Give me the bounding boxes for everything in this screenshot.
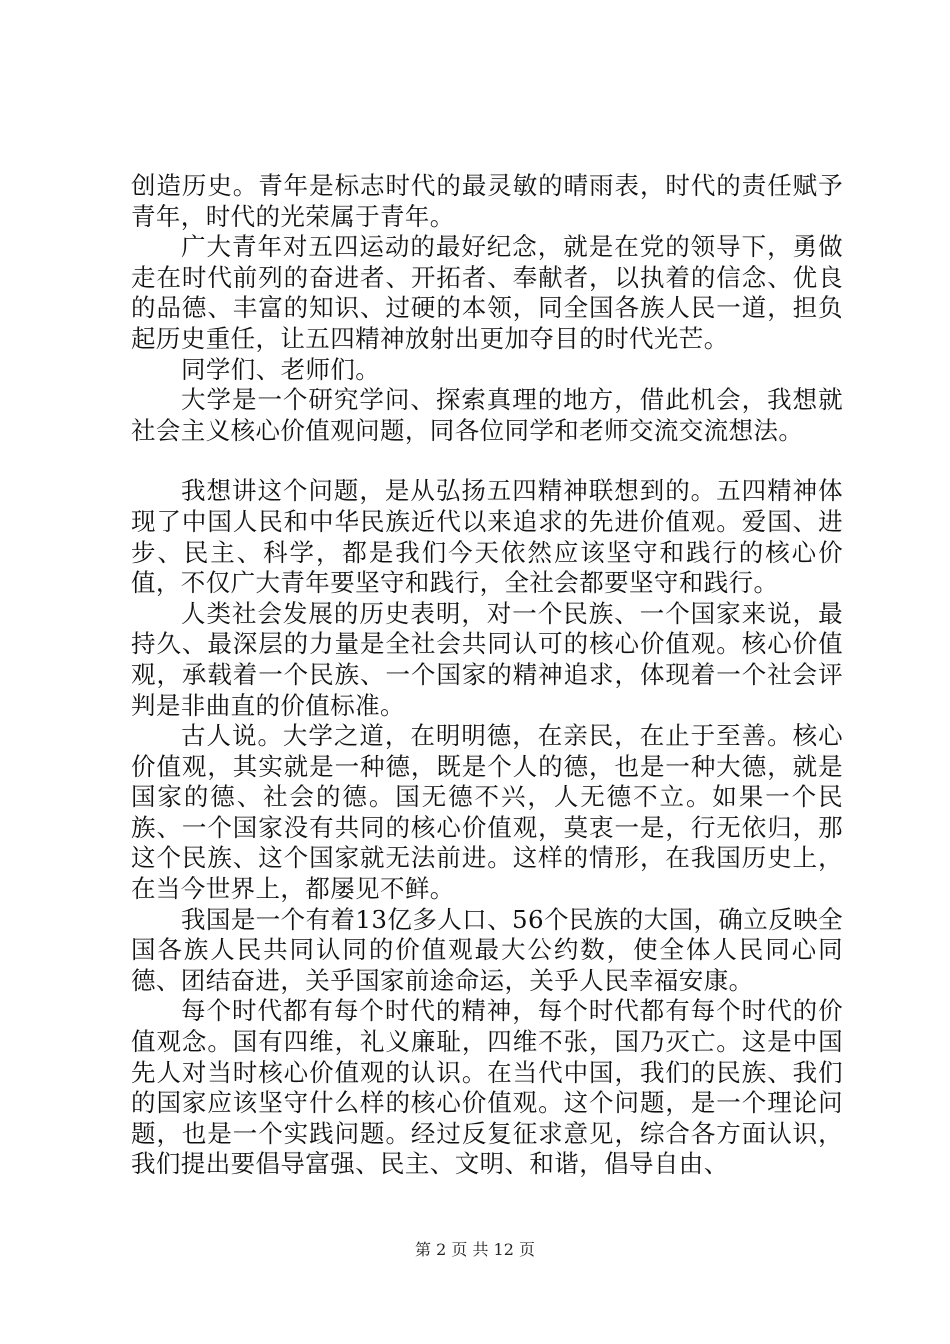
paragraph-5: 我想讲这个问题，是从弘扬五四精神联想到的。五四精神体现了中国人民和中华民族近代以来追求的先进价值观。爱国、进步、民主、科学，都是我们今天依然应该坚守和践行的核心价值，不仅广大青年要坚守和践行，全社会都要坚守和践行。 <box>131 476 843 598</box>
paragraph-9: 每个时代都有每个时代的精神，每个时代都有每个时代的价值观念。国有四维，礼义廉耻，四维不张，国乃灭亡。这是中国先人对当时核心价值观的认识。在当代中国，我们的民族、我们的国家应该坚守什么样的核心价值观。这个问题，是一个理论问题，也是一个实践问题。经过反复征求意见，综合各方面认识，我们提出要倡导富强、民主、文明、和谐，倡导自由、 <box>131 996 843 1179</box>
paragraph-6: 人类社会发展的历史表明，对一个民族、一个国家来说，最持久、最深层的力量是全社会共同认可的核心价值观。核心价值观，承载着一个民族、一个国家的精神追求，体现着一个社会评判是非曲直的价值标准。 <box>131 598 843 720</box>
document-body <box>131 171 843 1180</box>
paragraph-1: 创造历史。青年是标志时代的最灵敏的晴雨表，时代的责任赋予青年，时代的光荣属于青年。 <box>131 171 843 231</box>
paragraph-7: 古人说。大学之道，在明明德，在亲民，在止于至善。核心价值观，其实就是一种德，既是个人的德，也是一种大德，就是国家的德、社会的德。国无德不兴，人无德不立。如果一个民族、一个国家没有共同的核心价值观，莫衷一是，行无依归，那这个民族、这个国家就无法前进。这样的情形，在我国历史上，在当今世界上，都屡见不鲜。 <box>131 721 843 904</box>
paragraph-3: 同学们、老师们。 <box>181 354 381 384</box>
paragraph-2: 广大青年对五四运动的最好纪念，就是在党的领导下，勇做走在时代前列的奋进者、开拓者、奉献者，以执着的信念、优良的品德、丰富的知识、过硬的本领，同全国各族人民一道，担负起历史重任，让五四精神放射出更加夺目的时代光芒。 <box>131 232 843 353</box>
paragraph-4: 大学是一个研究学问、探索真理的地方，借此机会，我想就社会主义核心价值观问题，同各位同学和老师交流交流想法。 <box>131 385 843 445</box>
paragraph-spacer <box>131 446 843 476</box>
page-number-footer: 第 2 页 共 12 页 <box>415 1240 535 1259</box>
paragraph-8: 我国是一个有着13亿多人口、56个民族的大国，确立反映全国各族人民共同认同的价值观最大公约数，使全体人民同心同德、团结奋进，关乎国家前途命运，关乎人民幸福安康。 <box>131 904 843 995</box>
